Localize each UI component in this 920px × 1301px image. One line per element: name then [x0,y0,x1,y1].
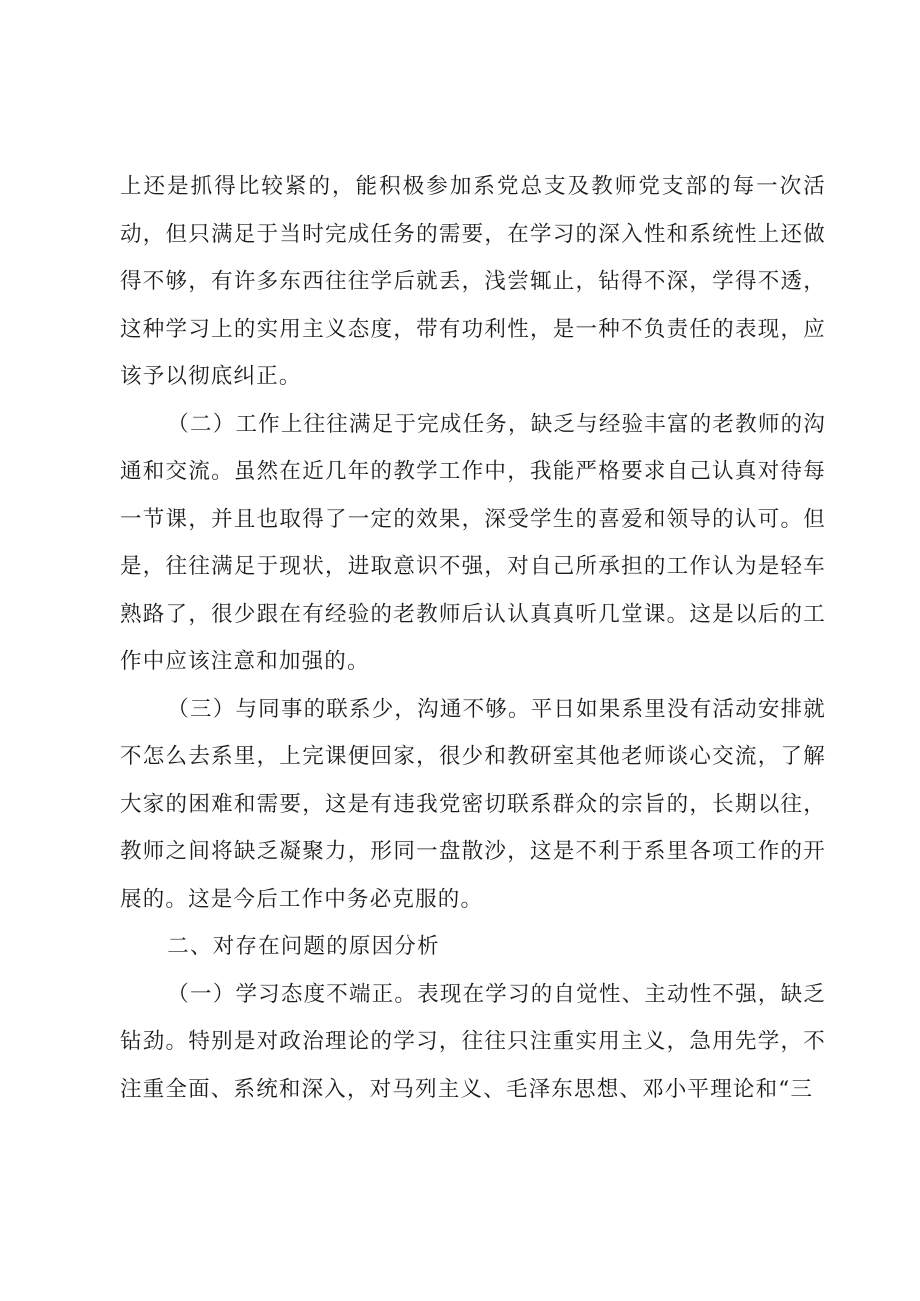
paragraph-colleague-issue: （三）与同事的联系少，沟通不够。平日如果系里没有活动安排就不怎么去系里，上完课便回家，很少和教研室其他老师谈心交流，了解大家的困难和需要，这是有违我党密切联系群众的宗旨的，长期以往，教师之间将缺乏凝聚力，形同一盘散沙，这是不利于系里各项工作的开展的。这是今后工作中务必克服的。 [120,696,826,912]
document-body [120,163,826,1113]
paragraph-work-issue: （二）工作上往往满足于完成任务，缺乏与经验丰富的老教师的沟通和交流。虽然在近几年的教学工作中，我能严格要求自己认真对待每一节课，并且也取得了一定的效果，深受学生的喜爱和领导的认可。但是，往往满足于现状，进取意识不强，对自己所承担的工作认为是轻车熟路了，很少跟在有经验的老教师后认认真真听几堂课。这是以后的工作中应该注意和加强的。 [120,411,826,674]
section-heading-cause-analysis: 二、对存在问题的原因分析 [167,934,440,959]
paragraph-study-attitude: （一）学习态度不端正。表现在学习的自觉性、主动性不强，缺乏钻劲。特别是对政治理论的学习，往往只注重实用主义，急用先学，不注重全面、系统和深入，对马列主义、毛泽东思想、邓小平理论和“三 [120,981,826,1102]
paragraph-continuation: 上还是抓得比较紧的，能积极参加系党总支及教师党支部的每一次活动，但只满足于当时完成任务的需要，在学习的深入性和系统性上还做得不够，有许多东西往往学后就丢，浅尝辄止，钻得不深，学得不透，这种学习上的实用主义态度，带有功利性，是一种不负责任的表现，应该予以彻底纠正。 [120,174,826,389]
